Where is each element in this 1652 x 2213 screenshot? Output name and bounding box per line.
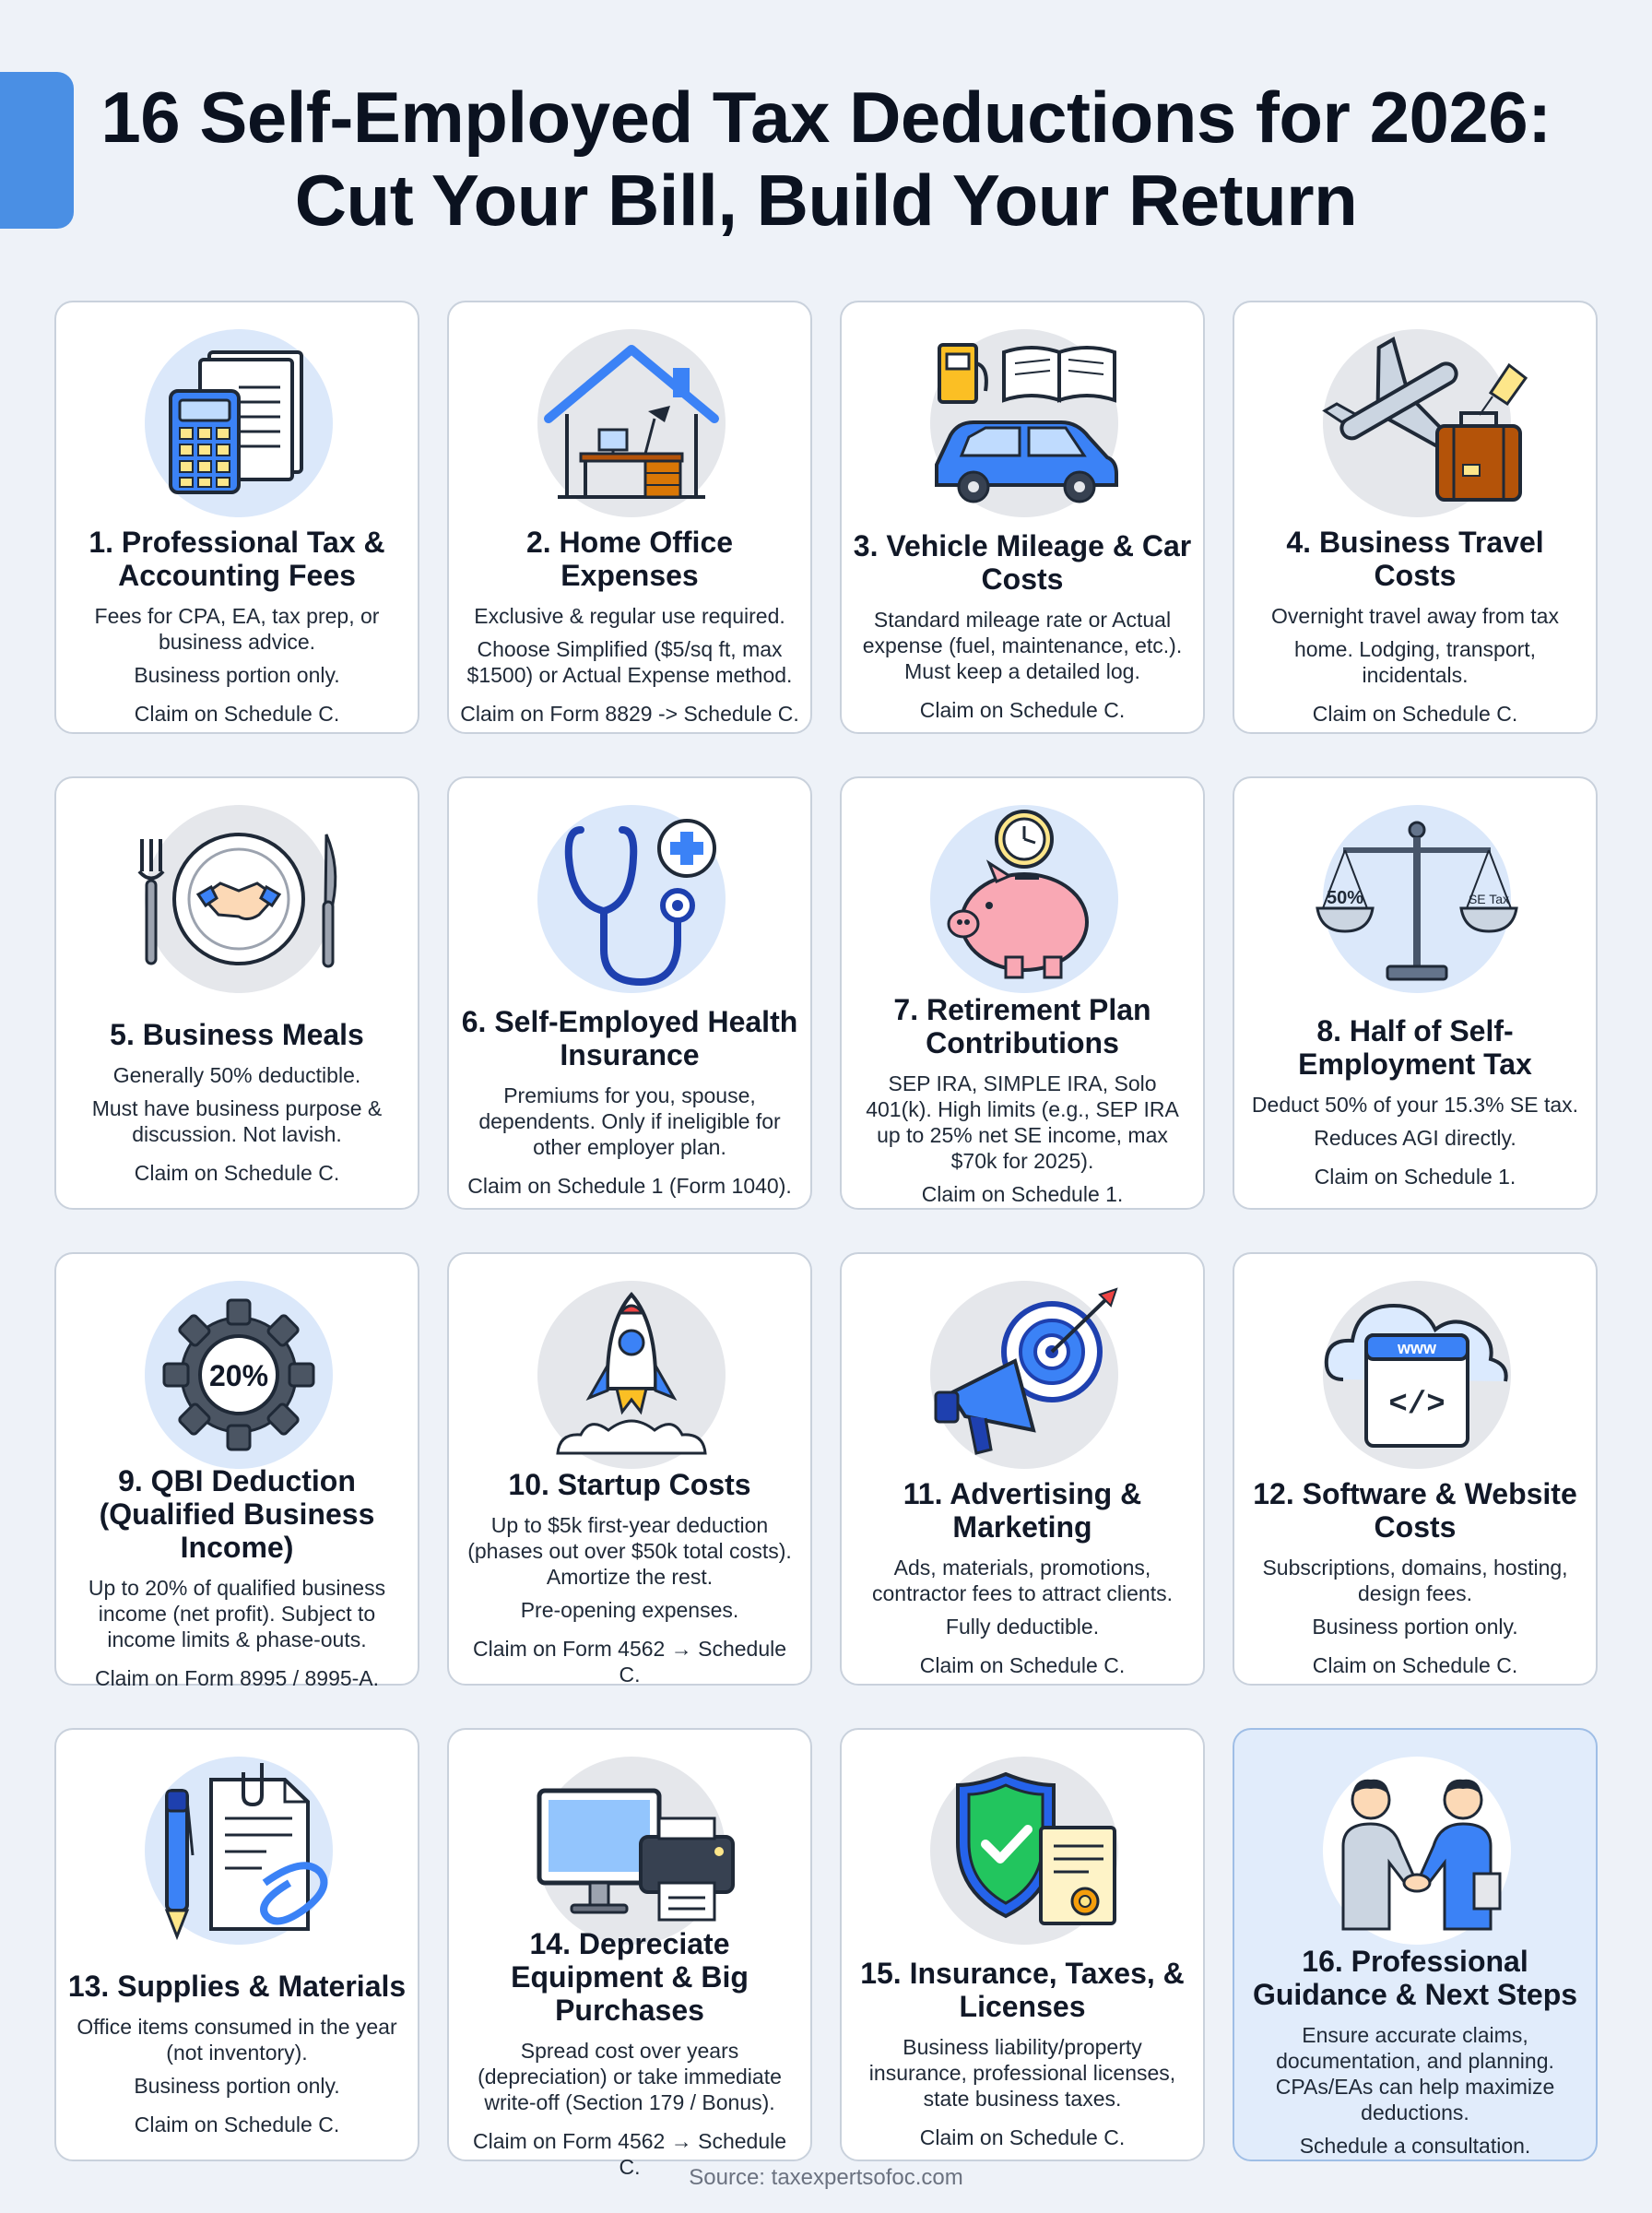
card-desc: Ensure accurate claims, documentation, and planning. CPAs/EAs can help maximize deductions. (1275, 2023, 1555, 2124)
title-line-2: Cut Your Bill, Build Your Return (294, 160, 1358, 241)
card-title: 10. Startup Costs (508, 1468, 751, 1501)
card-desc: Generally 50% deductible. (112, 1063, 361, 1087)
card-desc: Ads, materials, promotions, contractor fees to attract clients. (872, 1556, 1173, 1605)
deduction-card-10 (447, 1252, 812, 1686)
card-body (460, 1468, 799, 1686)
card-desc: Business liability/property insurance, professional licenses, state business taxes. (868, 2035, 1176, 2111)
card-body (1245, 1477, 1585, 1677)
card-claim: Claim on Schedule 1 (Form 1040). (467, 1174, 792, 1198)
card-claim: Claim on Schedule C. (1312, 702, 1518, 726)
card-desc: Subscriptions, domains, hosting, design fees. (1262, 1556, 1568, 1605)
card-claim: Claim on Schedule C. (1312, 1653, 1518, 1677)
card-body (460, 1005, 799, 1198)
card-body (1245, 1009, 1585, 1195)
card-claim: Claim on Schedule 1. (921, 1182, 1124, 1206)
pen-paperclip-icon (100, 1754, 377, 1957)
card-claim: Claim on Schedule C. (134, 1161, 340, 1185)
deduction-card-12 (1233, 1252, 1598, 1686)
plate-handshake-icon (100, 802, 377, 1005)
card-desc: Schedule a consultation. (1299, 2134, 1531, 2158)
card-desc: Must have business purpose & discussion. Not lavish. (91, 1096, 383, 1146)
card-body (67, 1009, 407, 1195)
card-title: 8. Half of Self-Employment Tax (1298, 1014, 1532, 1081)
card-body (1245, 1945, 1585, 2158)
scale-right-label: SE Tax (1468, 892, 1510, 906)
deduction-card-16 (1233, 1728, 1598, 2161)
www-label: www (1397, 1339, 1437, 1357)
card-claim: Claim on Schedule C. (134, 2112, 340, 2136)
card-desc: Deduct 50% of your 15.3% SE tax. (1251, 1093, 1579, 1117)
card-body (853, 529, 1192, 722)
card-body (460, 526, 799, 726)
card-claim: Claim on Form 8995 / 8995-A. (94, 1666, 380, 1690)
card-desc: home. Lodging, transport, incidentals. (1293, 637, 1537, 687)
card-claim: Claim on Form 8829 -> Schedule C. (460, 702, 799, 726)
card-body (853, 1957, 1192, 2149)
card-claim: Claim on Schedule C. (919, 698, 1126, 722)
card-desc: Reduces AGI directly. (1314, 1126, 1516, 1150)
card-desc: Fees for CPA, EA, tax prep, or business advice. (94, 604, 380, 654)
card-desc: Choose Simplified ($5/sq ft, max $1500) or Actual Expense method. (466, 637, 793, 687)
gear-percent-icon (100, 1278, 377, 1481)
card-body (67, 526, 407, 726)
people-handshake-icon (1279, 1754, 1555, 1957)
home-office-icon (493, 326, 770, 529)
airplane-suitcase-icon (1279, 326, 1555, 529)
card-body (67, 1960, 407, 2147)
deduction-card-7 (840, 776, 1205, 1210)
card-title: 3. Vehicle Mileage & Car Costs (853, 529, 1192, 596)
code-label: </> (1388, 1388, 1446, 1423)
cloud-website-icon (1279, 1278, 1555, 1481)
card-desc: Pre-opening expenses. (520, 1598, 739, 1622)
card-title: 15. Insurance, Taxes, & Licenses (860, 1957, 1185, 2023)
card-title: 4. Business Travel Costs (1286, 526, 1544, 592)
computer-printer-icon (493, 1754, 770, 1957)
card-title: 6. Self-Employed Health Insurance (461, 1005, 798, 1071)
card-title: 16. Professional Guidance & Next Steps (1252, 1945, 1578, 2011)
card-claim: Claim on Schedule C. (919, 2125, 1126, 2149)
card-claim: Claim on Form 4562 → Schedule C. (472, 1637, 787, 1686)
shield-certificate-icon (886, 1754, 1162, 1957)
card-claim: Claim on Schedule C. (134, 702, 340, 726)
card-desc: Office items consumed in the year (not inventory). (77, 2015, 397, 2065)
card-title: 1. Professional Tax & Accounting Fees (88, 526, 385, 592)
deduction-card-11 (840, 1252, 1205, 1686)
card-desc: Business portion only. (1312, 1615, 1518, 1639)
card-body (460, 1927, 799, 2179)
deduction-card-9 (54, 1252, 419, 1690)
deduction-card-3 (840, 301, 1205, 734)
card-body (67, 1464, 407, 1690)
card-desc: Up to $5k first-year deduction (phases out over $50k total costs). Amortize the rest. (467, 1513, 792, 1589)
card-desc: Business portion only. (134, 2074, 340, 2098)
card-desc: SEP IRA, SIMPLE IRA, Solo 401(k). High limits (e.g., SEP IRA up to 25% net SE income, max $70k for 2025). (866, 1071, 1179, 1173)
card-title: 13. Supplies & Materials (67, 1970, 407, 2003)
megaphone-target-icon (886, 1278, 1162, 1481)
deduction-card-4 (1233, 301, 1598, 734)
card-title: 12. Software & Website Costs (1253, 1477, 1577, 1544)
card-desc: Up to 20% of qualified business income (net profit). Subject to income limits & phase-outs. (88, 1576, 386, 1651)
card-desc: Exclusive & regular use required. (474, 604, 785, 628)
deduction-card-2 (447, 301, 812, 734)
car-fuel-log-icon (886, 326, 1162, 529)
deduction-card-5 (54, 776, 419, 1210)
card-title: 14. Depreciate Equipment & Big Purchases (511, 1927, 749, 2027)
scale-icon (1279, 802, 1555, 1005)
card-desc: Fully deductible. (945, 1615, 1100, 1639)
card-desc: Premiums for you, spouse, dependents. Only if ineligible for other employer plan. (478, 1083, 781, 1159)
card-desc: Spread cost over years (depreciation) or take immediate write-off (Section 179 / Bonus). (478, 2039, 782, 2114)
deduction-card-6 (447, 776, 812, 1210)
stethoscope-icon (493, 802, 770, 1005)
deduction-card-13 (54, 1728, 419, 2161)
scale-left-label: 50% (1326, 888, 1364, 908)
card-body (853, 993, 1192, 1206)
card-desc: Overnight travel away from tax (1271, 604, 1559, 628)
title-line-1: 16 Self-Employed Tax Deductions for 2026: (100, 77, 1552, 158)
card-title: 7. Retirement Plan Contributions (893, 993, 1151, 1059)
card-claim: Claim on Schedule 1. (1314, 1165, 1516, 1189)
card-title: 5. Business Meals (110, 1018, 364, 1051)
calculator-document-icon (100, 326, 377, 529)
deduction-card-8 (1233, 776, 1598, 1210)
card-desc: Business portion only. (134, 663, 340, 687)
card-body (853, 1477, 1192, 1677)
source-credit: Source: taxexpertsofoc.com (689, 2165, 963, 2190)
page-title (55, 76, 1597, 242)
card-title: 2. Home Office Expenses (525, 526, 734, 592)
rocket-icon (493, 1278, 770, 1481)
card-title: 9. QBI Deduction (Qualified Business Income) (99, 1464, 375, 1564)
card-desc: Standard mileage rate or Actual expense (fuel, maintenance, etc.). Must keep a detailed log. (862, 608, 1183, 683)
deduction-card-15 (840, 1728, 1205, 2161)
card-claim: Claim on Schedule C. (919, 1653, 1126, 1677)
deduction-card-14 (447, 1728, 812, 2179)
card-body (1245, 526, 1585, 726)
piggy-bank-clock-icon (886, 802, 1162, 1005)
deduction-card-1 (54, 301, 419, 734)
gear-percent-label: 20% (208, 1359, 269, 1392)
card-claim: Claim on Form 4562 → Schedule C. (472, 2129, 787, 2179)
card-title: 11. Advertising & Marketing (903, 1477, 1142, 1544)
